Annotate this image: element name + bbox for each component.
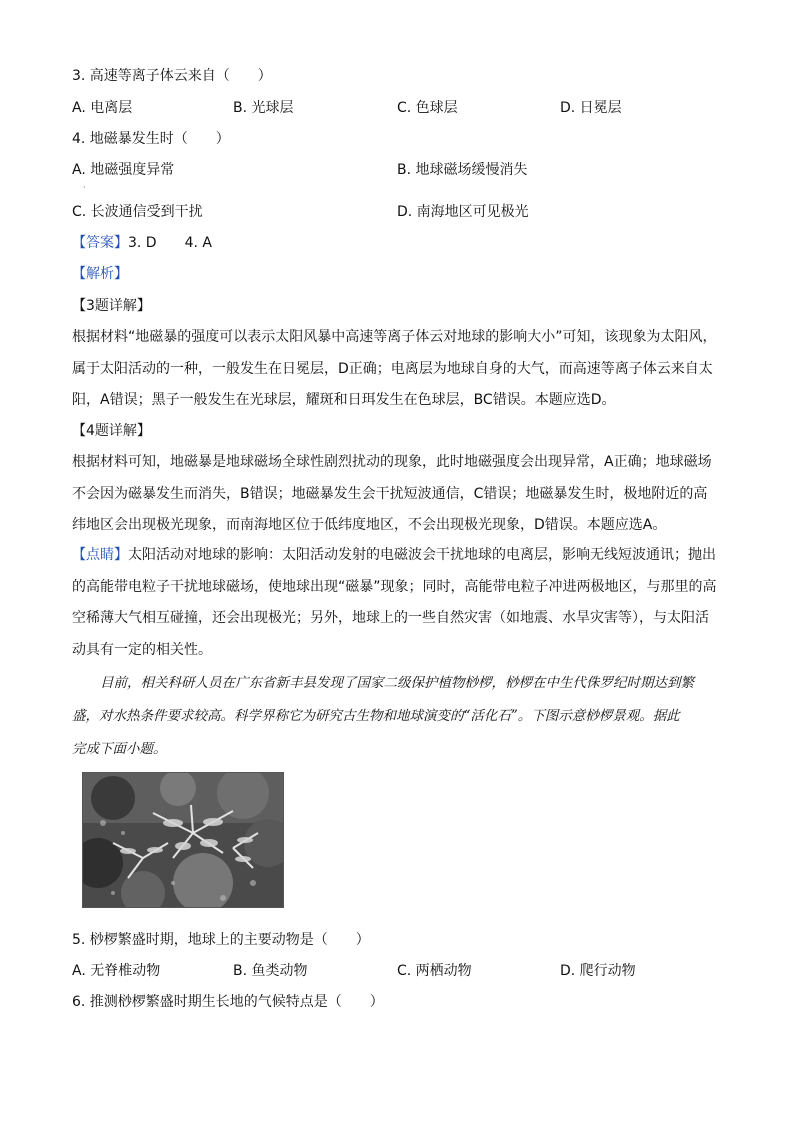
- detail-3-body: [72, 322, 722, 417]
- detail-4-body: [72, 447, 722, 542]
- material-passage: [72, 667, 722, 766]
- tip-line: 的高能带电粒子干扰地球磁场，使地球出现“磁暴”现象；同时，高能带电粒子冲进两极地区，与那里的高: [72, 578, 717, 595]
- question-6-stem: 6. 推测桫椤繁盛时期生长地的气候特点是（ ）: [72, 994, 384, 1010]
- answer-tag: 【答案】: [72, 235, 128, 251]
- question-3-option-c: C. 色球层: [397, 100, 458, 116]
- detail-4-line: 根据材料可知，地磁暴是地球磁场全球性剧烈扰动的现象，此时地磁强度会出现异常，A正确；地球磁场: [72, 454, 712, 470]
- material-line: 完成下面小题。: [72, 741, 167, 757]
- tip-line: 空稀薄大气相互碰撞，还会出现极光；另外，地球上的一些自然灾害（如地震、水旱灾害等），与太阳活: [72, 610, 709, 626]
- tree-fern-illustration: [83, 773, 283, 907]
- material-line: 盛，对水热条件要求较高。科学界称它为研究古生物和地球演变的“活化石”。下图示意桫椤景观。据此: [72, 708, 680, 724]
- detail-3-line: 属于太阳活动的一种，一般发生在日冕层，D正确；电离层为地球自身的大气，而高速等离子体云来自太: [72, 360, 713, 377]
- question-5-option-d: D. 爬行动物: [560, 963, 636, 979]
- question-5-option-c: C. 两栖动物: [397, 963, 472, 979]
- tip-body: [72, 540, 722, 666]
- material-line: 目前，相关科研人员在广东省新丰县发现了国家二级保护植物桫椤，桫椤在中生代侏罗纪时期达到繁: [100, 675, 694, 691]
- question-3-stem: 3. 高速等离子体云来自（ ）: [72, 68, 272, 84]
- question-4-option-a: A. 地磁强度异常: [72, 162, 175, 178]
- detail-4-line: 纬地区会出现极光现象，而南海地区位于低纬度地区，不会出现极光现象，D错误。本题应选A。: [72, 517, 667, 533]
- detail-4-heading: 【4题详解】: [72, 423, 151, 439]
- tip-line: 动具有一定的相关性。: [72, 641, 212, 658]
- question-5-option-a: A. 无脊椎动物: [72, 963, 161, 979]
- tree-fern-photo: [82, 772, 284, 908]
- question-5-stem: 5. 桫椤繁盛时期，地球上的主要动物是（ ）: [72, 932, 370, 948]
- tip-tag: 【点睛】: [72, 547, 128, 563]
- question-4-option-d: D. 南海地区可见极光: [397, 204, 529, 220]
- question-3-option-d: D. 日冕层: [560, 100, 622, 116]
- answer-line: [72, 233, 212, 253]
- answer-text: 3. D 4. A: [128, 235, 212, 251]
- stray-dot: ·: [83, 183, 86, 192]
- question-5-option-b: B. 鱼类动物: [233, 963, 308, 979]
- detail-4-line: 不会因为磁暴发生而消失，B错误；地磁暴发生会干扰短波通信，C错误；地磁暴发生时，极地附近的高: [72, 485, 708, 502]
- analysis-tag: 【解析】: [72, 266, 128, 282]
- question-4-stem: 4. 地磁暴发生时（ ）: [72, 131, 230, 147]
- question-4-option-b: B. 地球磁场缓慢消失: [397, 162, 528, 178]
- tip-line: 太阳活动对地球的影响：太阳活动发射的电磁波会干扰地球的电离层，影响无线短波通讯；抛出: [128, 547, 716, 563]
- detail-3-heading: 【3题详解】: [72, 298, 151, 314]
- question-4-option-c: C. 长波通信受到干扰: [72, 204, 203, 220]
- detail-3-line: 根据材料“地磁暴的强度可以表示太阳风暴中高速等离子体云对地球的影响大小”可知，该现象为太阳风，: [72, 329, 717, 345]
- detail-3-line: 阳，A错误；黑子一般发生在光球层，耀斑和日珥发生在色球层，BC错误。本题应选D。: [72, 392, 616, 408]
- question-3-option-b: B. 光球层: [233, 100, 294, 116]
- question-3-option-a: A. 电离层: [72, 100, 133, 116]
